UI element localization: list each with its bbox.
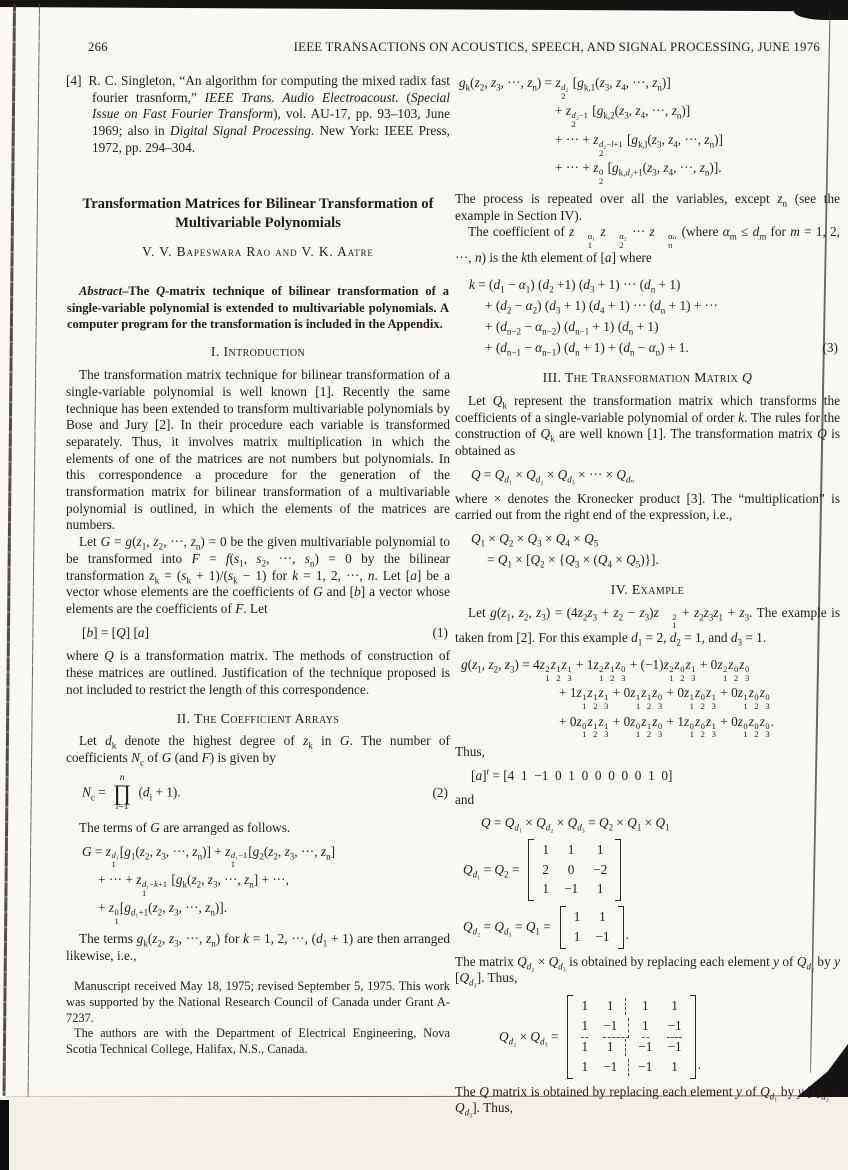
- section-4-heading: IV. Example: [610, 582, 685, 597]
- replace-paragraph-1: The matrix $Q_{d_2} \times Q_{d_3}$ is obtained by replacing each element y of $Q_{d_2}$ by y $[Q_{d_3}]$. Thus,: [455, 953, 840, 988]
- section-2-paragraph: Let $d_k$ denote the highest degree of $z_k$ in G. The number of coefficients $N_c$ of G (and F) is given by: [66, 733, 450, 768]
- left-bracket: [567, 995, 573, 1079]
- matrix-cell: 1: [581, 997, 589, 1013]
- equation-1-number: (1): [432, 624, 448, 640]
- matrix-cell: 1: [542, 881, 549, 897]
- matrix-cell: −1: [638, 1059, 653, 1075]
- equation-line: + $(d_{n-2} - \alpha_{n-2}) (d_{n-1} + 1) (d_n + 1)$: [485, 319, 659, 338]
- equation-line: = $Q_1 \times [Q_2 \times \{Q_3 \times (Q_4 \times Q_5)\}]$.: [487, 552, 659, 570]
- equation-3-row: [469, 337, 840, 358]
- matrix-grid: [574, 995, 688, 1079]
- section-3-paragraph: Let $Q_k$ represent the transformation matrix which transforms the coefficients of a single-variable polynomial of order k. The rules for the construction of $Q_k$ are well known [1]. The transformation matrix Q is obtained as: [455, 393, 840, 459]
- matrix-cell: −1: [603, 1018, 629, 1039]
- matrix-cell: 1: [607, 998, 626, 1015]
- matrix-cell: −1: [603, 1059, 629, 1076]
- example-paragraph: Let $g(z_1$, $z_2$, $z_3) = (4z_2z_3 + z_2 - z_3)z$ 2 1 + $z_2z_3z_1 + z_3$. The example is taken from [2]. For this example $d_1 = 2$, $d_2 = 1$, and $d_3 = 1$.: [455, 604, 841, 648]
- journal-title: IEEE TRANSACTIONS ON ACOUSTICS, SPEECH, AND SIGNAL PROCESSING, JUNE 1976: [293, 40, 820, 54]
- matrix-cell: −1: [667, 1039, 682, 1055]
- abstract: Abstract–The Q-matrix technique of bilinear transformation of a single-variable polynomial is extended to multivariable polynomials. A computer program for the transformation is included in the Appendix.: [67, 284, 449, 332]
- footnote-manuscript: Manuscript received May 18, 1975; revised September 5, 1975. This work was supported by the National Research Council of Canada under Grant A-7237.: [66, 979, 450, 1025]
- qd1-matrix: [528, 839, 621, 901]
- equation-line: $Q = Q_{d_1} \times Q_{d_2} \times Q_{d_3} = Q_2 \times Q_1 \times Q_1$: [481, 815, 670, 833]
- equation-line: $Q = Q_{d_1} \times Q_{d_2} \times Q_{d_3}$ × ··· × $Q_{d_n}$: [471, 466, 635, 485]
- section-2-heading: II. The Coefficient Arrays: [176, 710, 340, 726]
- matrix-grid: [567, 906, 617, 948]
- equation-2: [82, 774, 450, 813]
- after-equation-1: where Q is a transformation matrix. The methods of construction of these matrices are outlined. Justification of the technique proposed is not included to restrict the length of this correspondence.: [66, 648, 450, 697]
- page-number: 266: [88, 40, 108, 54]
- equation-3-number: (3): [822, 339, 838, 355]
- equation-line: + 0z 0 1 z 1 2 z 1 3 + 0z 0 1 z 1 2 z 0 3 + 1z 0 1 z 0 2 z 1 3 + 0z 0 1 z 0 2 z 0 3 .: [559, 713, 775, 740]
- matrix-cell: 1: [596, 881, 604, 897]
- kronecker-matrix-label: $Q_{d_2} \times Q_{d_3}$ =: [499, 1028, 559, 1047]
- matrix-cell: 0: [567, 861, 575, 877]
- matrix-cell: 1: [573, 928, 581, 944]
- replace-paragraph-2: The Q matrix is obtained by replacing each element y of $Q_{d_1}$ by y $[Q_{d_2} \times Q_{d_3}]$. Thus,: [455, 1083, 841, 1119]
- matrix-cell: 1: [567, 842, 575, 858]
- matrix-cell: −1: [564, 881, 579, 897]
- right-bracket: [618, 906, 624, 948]
- reference-4: [66, 73, 450, 157]
- equation-line: + 1z 1 1 z 1 2 z 1 3 + 0z 1 1 z 1 2 z 0 3 + 0z 1 1 z 0 2 z 1 3 + 0z 1 1 z 0 2 z 0 3: [559, 685, 770, 711]
- authors: V. V. Bapeswara Rao and V. K. Aatre: [142, 243, 374, 259]
- matrix-cell: 1: [573, 909, 581, 925]
- g-expansion-equation: [461, 654, 840, 739]
- q-product-2-equation: [481, 815, 840, 832]
- reference-text: R. C. Singleton, “An algorithm for computing the mixed radix fast fourier trasnform,” IEEE Trans. Audio Electroacoust. (Special Issue on Fast Fourier Transform), vol. AU-17, pp. 93–103, June 1969; also in Digital Signal Processing. New York: IEEE Press, 1972, pp. 294–304.: [88, 73, 451, 155]
- article-title: Transformation Matrices for Bilinear Transformation of Multivariable Polynomials: [82, 195, 434, 231]
- matrix-cell: 1: [599, 909, 606, 925]
- equation-line: + ··· + z d₂−l+1 2 [$g_{k,l}(z_3$, $z_4$, ···, $z_n$)]: [555, 131, 723, 158]
- g-arrangement-equation: [82, 841, 450, 926]
- section-3-heading: III. The Transformation Matrix Q: [542, 370, 753, 386]
- running-header: [66, 40, 820, 55]
- scan-bottom-left-mark: [0, 1100, 9, 1170]
- matrix-cell: 2: [542, 861, 549, 877]
- matrix-cell: 1: [642, 1018, 649, 1039]
- right-column: [455, 64, 840, 1117]
- matrix-cell: 1: [642, 997, 649, 1013]
- and-label: and: [455, 791, 475, 807]
- kronecker-paragraph: where × denotes the Kronecker product [3]. The “multiplication” is carried out from the right end of the expression, i.e.,: [455, 490, 840, 523]
- qd1-matrix-label: $Q_{d_1} = Q_2$ =: [463, 861, 520, 880]
- left-bracket: [560, 906, 566, 948]
- matrix-cell: 1: [581, 1039, 589, 1055]
- intro-paragraph-1: The transformation matrix technique for bilinear transformation of a single-variable polynomial is well known [1]. Recently the same technique has been extended to transform multivariable polynomials by Bose and Jury [2]. In their procedure each variable is transformed separately. Thus, it involves matrix multiplication in which the elements of one of the matrices are not numbers but polynomials. In this correspondence a procedure for the generation of the transformation matrix for bilinear transformation of a multivariable polynomial is outlined, in which the elements of the matrices are numbers.: [66, 367, 450, 533]
- binding-crease-line-2: [28, 3, 41, 1098]
- section-1-heading: I. Introduction: [210, 344, 306, 360]
- gk-equation: [459, 72, 840, 186]
- footnote-affiliation: The authors are with the Department of Electrical Engineering, Nova Scotia Technical College, Halifax, N.S., Canada.: [66, 1026, 450, 1056]
- scan-top-right-corner: [794, 4, 848, 20]
- right-bracket: [690, 995, 696, 1079]
- equation-line: + $(d_2 - \alpha_2) (d_3 + 1) (d_4 + 1)$ ··· $(d_n + 1)$ + ···: [485, 298, 718, 317]
- equation-line: $Q_1 \times Q_2 \times Q_3 \times Q_4 \times Q_5$: [471, 531, 599, 549]
- equation-1-body: [b] = [Q] [a]: [82, 624, 149, 640]
- kronecker-matrix: [567, 995, 695, 1079]
- qd23-matrix-row: [463, 906, 840, 948]
- right-bracket: [615, 839, 621, 901]
- kronecker-matrix-row: [499, 995, 840, 1079]
- k-equation: [469, 274, 840, 358]
- matrix-cell: −1: [638, 1039, 653, 1055]
- terms-gk-paragraph: The terms $g_k(z_2$, $z_3$, ···, $z_n$) for k = 1, 2, ···, $(d_1 + 1)$ are then arranged likewise, i.e.,: [66, 930, 451, 963]
- equation-line: G = z d₁ 1 [$g_1(z_2$, $z_3$, ···, $z_n)] + z$ d₁−1 1 [$g_2(z_2$, $z_3$, ···, $z_n$]: [82, 843, 336, 870]
- equation-line: + ··· + z 0 2 [$g_{k,d_2+1}(z_3$, $z_4$, ···, $z_n$)].: [555, 160, 722, 187]
- matrix-cell: 1: [581, 1018, 588, 1039]
- equation-line: $g_k(z_2$, $z_3$, ···, $z_n) = z$ d₂ 2 [$g_{k,1}(z_3$, $z_4$, ···, $z_n$)]: [459, 75, 671, 101]
- equation-line: + z 0 1 [$g_{d_1+1}(z_2$, $z_3$, ···, $z_n$)].: [98, 900, 228, 927]
- qd23-matrix: [560, 906, 624, 948]
- a-vector: $[a]^t = [4$ 1 −1 0 1 0 0 0 0 0 1 0]: [471, 766, 673, 783]
- matrix-cell: −2: [593, 861, 608, 877]
- coefficient-paragraph: The coefficient of z α₁ 1 z α₂ 2 ··· z αₙ n (where $\alpha_m \le d_m$ for m = 1, 2, ···, n) is the kth element of [a] where: [455, 224, 840, 265]
- q-chain-equation: [471, 528, 840, 570]
- matrix-cell: −1: [595, 928, 610, 944]
- qd23-matrix-label: $Q_{d_2} = Q_{d_3} = Q_1$ =: [463, 918, 551, 937]
- equation-1: [82, 625, 450, 642]
- matrix-cell: −1: [667, 1018, 681, 1039]
- scan-top-edge: [0, 0, 848, 12]
- matrix-cell: 1: [596, 842, 604, 858]
- thus-label: Thus,: [455, 744, 485, 760]
- matrix-cell: 1: [542, 842, 549, 858]
- q-product-equation: [471, 467, 840, 484]
- matrix-cell: 1: [607, 1039, 626, 1056]
- left-bracket: [528, 839, 534, 901]
- equation-2-body: $N_c$ = n ∏ i=1 $(d_i + 1)$.: [82, 772, 181, 813]
- matrix-period: .: [625, 926, 629, 942]
- qd1-matrix-row: [463, 839, 840, 901]
- reference-number: [4]: [66, 73, 82, 88]
- left-column: [66, 64, 450, 1057]
- matrix-grid: [535, 839, 614, 901]
- footnote: [66, 979, 450, 1057]
- process-paragraph: The process is repeated over all the variables, except $z_n$ (see the example in Section IV).: [455, 190, 840, 223]
- binding-crease-line: [3, 4, 16, 1096]
- terms-lead: The terms of G are arranged as follows.: [79, 819, 291, 835]
- matrix-cell: 1: [581, 1059, 589, 1075]
- matrix-cell: 1: [671, 1059, 678, 1075]
- matrix-period: .: [697, 1057, 701, 1073]
- equation-line: + ··· + z d₁−k+1 1 [$g_k(z_2$, $z_3$, ···, $z_n$] + ···,: [98, 872, 289, 898]
- equation-line: $g(z_1$, $z_2$, $z_3) = 4z$ 2 1 z 1 2 z 1 3 + 1z 2 1 z 1 2 z 0 3 + (−1)z 2 1 z 0 2 z 1 3 + 0z 2 1 z 0 2 z 0 3: [461, 656, 750, 683]
- equation-line: + z d₂−1 2 [$g_{k,2}(z_3$, $z_4$, ···, $z_n$)]: [555, 103, 691, 130]
- equation-2-number: (2): [432, 784, 448, 800]
- intro-paragraph-2: Let $G = g(z_1$, $z_2$, ···, $z_n) = 0$ be the given multivariable polynomial to be transformed into $F = f(s_1$, $s_2$, ···, $s_n) = 0$ by the bilinear transformation $z_k = (s_k + 1)/(s_k - 1)$ for k = 1, 2, ···, n. Let [a] be a vector whose elements are the coefficients of G and [b] a vector whose elements are the coefficients of F. Let: [66, 534, 450, 616]
- equation-line: $k = (d_1 - \alpha_1)$ $(d_2 +1) (d_3 + 1)$ ··· $(d_n + 1)$: [469, 277, 681, 296]
- equation-line: + $(d_{n-1} - \alpha_{n-1}) (d_n + 1) + (d_n - \alpha_n) + 1$.: [485, 340, 689, 359]
- matrix-cell: 1: [671, 997, 678, 1013]
